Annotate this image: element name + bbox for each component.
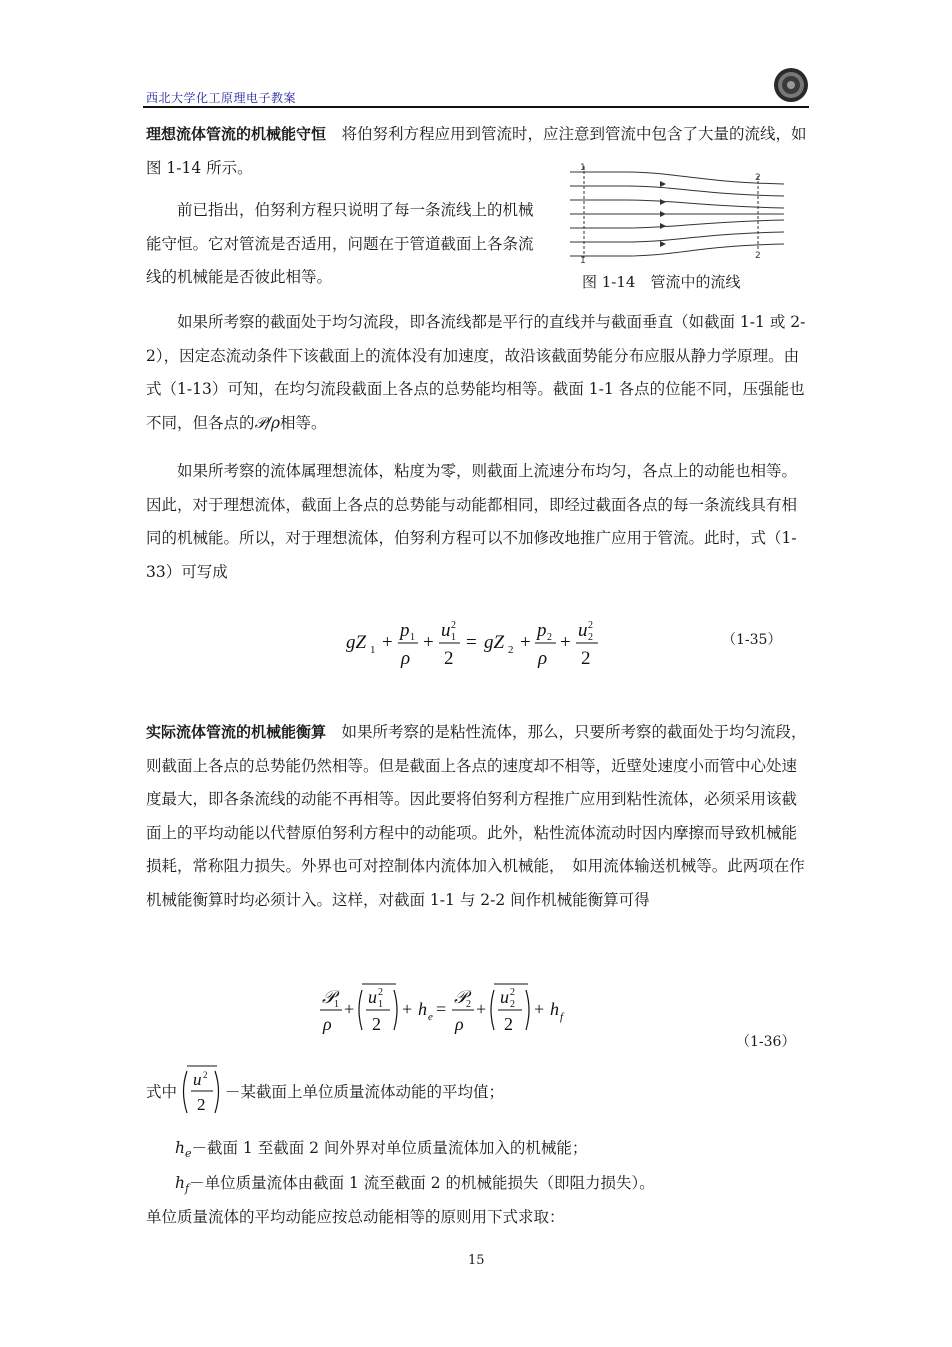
svg-text:𝒫: 𝒫 <box>322 987 335 1007</box>
svg-text:+: + <box>560 632 571 653</box>
svg-text:gZ: gZ <box>484 632 505 653</box>
svg-text:+: + <box>344 999 355 1019</box>
svg-text:u: u <box>193 1070 202 1089</box>
svg-text:2: 2 <box>504 1014 513 1034</box>
svg-text:gZ: gZ <box>346 632 367 653</box>
equation-number-1-36: （1-36） <box>736 1034 796 1050</box>
svg-text:1: 1 <box>334 999 339 1010</box>
svg-text:1: 1 <box>370 644 376 656</box>
pipe-streamlines-figure <box>566 162 786 264</box>
section1-intro: 理想流体管流的机械能守恒 将伯努利方程应用到管流时，应注意到管流中包含了大量的流线，如图 1-14 所示。 <box>146 125 807 177</box>
svg-text:u: u <box>441 620 451 641</box>
svg-text:+: + <box>402 999 413 1019</box>
header-title: 西北大学化工原理电子教案 <box>146 91 297 105</box>
equation-number-1-35: （1-35） <box>722 632 782 648</box>
avg-ke-symbol <box>177 1063 225 1119</box>
section1-p1: 前已指出，伯努利方程只说明了每一条流线上的机械能守恒。它对管流是否适用，问题在于管道截面上各条流线的机械能是否彼此相等。 <box>146 201 534 286</box>
potential-energy-symbol: 𝒫/ρ <box>254 413 281 432</box>
svg-text:f: f <box>560 1011 564 1023</box>
svg-text:2: 2 <box>510 999 515 1010</box>
svg-text:u: u <box>368 987 377 1007</box>
svg-text:1: 1 <box>451 632 456 643</box>
svg-text:2: 2 <box>197 1095 206 1114</box>
svg-text:+: + <box>382 632 393 653</box>
equation-1-35 <box>340 612 600 672</box>
equation-1-36 <box>318 978 578 1040</box>
svg-text:2: 2 <box>508 644 514 656</box>
svg-text:u: u <box>500 987 509 1007</box>
svg-text:p: p <box>537 620 547 641</box>
figure-label-2: 2 <box>755 173 761 183</box>
svg-text:2: 2 <box>378 987 383 998</box>
svg-text:=: = <box>466 632 477 653</box>
svg-text:h: h <box>418 999 427 1019</box>
definition-avg-ke: 式中 u 2 2 －某截面上单位质量流体动能的平均值； <box>146 1063 504 1119</box>
section1-p2: 如果所考察的截面处于均匀流段，即各流线都是平行的直线并与截面垂直（如截面 1-1 或 2-2），因定态流动条件下该截面上的流体没有加速度，故沿该截面势能分布应服从静力学原理。由式（1-13）可知，在均匀流段截面上各点的总势能均相等。截面 1-1 各点的位能不同，压强能也不同，但各点的𝒫/ρ相等。 <box>146 313 806 432</box>
section1-heading: 理想流体管流的机械能守恒 <box>146 125 327 143</box>
svg-text:p: p <box>400 620 410 641</box>
svg-text:𝒫: 𝒫 <box>454 987 467 1007</box>
section1-p3: 如果所考察的流体属理想流体，粘度为零，则截面上流速分布均匀，各点上的动能也相等。因此，对于理想流体，截面上各点的总势能与动能都相同，即经过截面各点的每一条流线具有相同的机械能。所以，对于理想流体，伯努利方程可以不加修改地推广应用于管流。此时，式（1-33）可写成 <box>146 462 798 581</box>
definition-hf: $h_f-$单位质量流体由截面 1 流至截面 2 的机械能损失（即阻力损失）。 <box>175 1174 655 1195</box>
svg-text:2: 2 <box>510 987 515 998</box>
svg-text:2: 2 <box>588 620 593 631</box>
figure-label-2-bottom: 2 <box>755 251 761 261</box>
svg-text:2: 2 <box>451 620 456 631</box>
svg-text:1: 1 <box>410 632 415 643</box>
svg-text:2: 2 <box>588 632 593 643</box>
svg-text:=: = <box>436 999 447 1019</box>
definition-last: 单位质量流体的平均动能应按总动能相等的原则用下式求取： <box>146 1208 565 1226</box>
page-number: 15 <box>468 1253 485 1268</box>
svg-text:+: + <box>423 632 434 653</box>
svg-text:e: e <box>428 1011 433 1023</box>
definition-he: $h_e-$截面 1 至截面 2 间外界对单位质量流体加入的机械能； <box>175 1139 588 1160</box>
svg-text:u: u <box>578 620 588 641</box>
svg-text:ρ: ρ <box>323 1014 332 1034</box>
svg-text:ρ: ρ <box>455 1014 464 1034</box>
svg-text:2: 2 <box>444 648 454 669</box>
header-rule <box>143 106 809 108</box>
svg-text:2: 2 <box>466 999 471 1010</box>
svg-text:h: h <box>550 999 559 1019</box>
svg-text:+: + <box>476 999 487 1019</box>
svg-text:2: 2 <box>203 1070 208 1080</box>
svg-text:ρ: ρ <box>538 648 548 669</box>
svg-text:+: + <box>534 999 545 1019</box>
section2-body: 实际流体管流的机械能衡算 如果所考察的是粘性流体，那么，只要所考察的截面处于均匀流段，则截面上各点的总势能仍然相等。但是截面上各点的速度却不相等，近壁处速度小而管中心处速度最大，即各条流线的动能不再相等。因此要将伯努利方程推广应用到粘性流体，必须采用该截面上的平均动能以代替原伯努利方程中的动能项。此外，粘性流体流动时因内摩擦而导致机械能损耗，常称阻力损失。外界也可对控制体内流体加入机械能， 如用流体输送机械等。此两项在作机械能衡算时均必须计入。这样，对截面 1-1 与 2-2 间作机械能衡算可得 <box>146 723 807 909</box>
figure-label-1-bottom: 1 <box>580 256 586 264</box>
university-seal-icon <box>773 67 809 103</box>
svg-text:2: 2 <box>372 1014 381 1034</box>
section2-heading: 实际流体管流的机械能衡算 <box>146 723 327 741</box>
svg-text:2: 2 <box>581 648 591 669</box>
figure-caption: 图 1-14 管流中的流线 <box>582 273 741 291</box>
figure-label-1: 1 <box>580 163 586 173</box>
svg-text:2: 2 <box>547 632 552 643</box>
svg-text:+: + <box>520 632 531 653</box>
svg-text:ρ: ρ <box>401 648 411 669</box>
svg-text:1: 1 <box>378 999 383 1010</box>
